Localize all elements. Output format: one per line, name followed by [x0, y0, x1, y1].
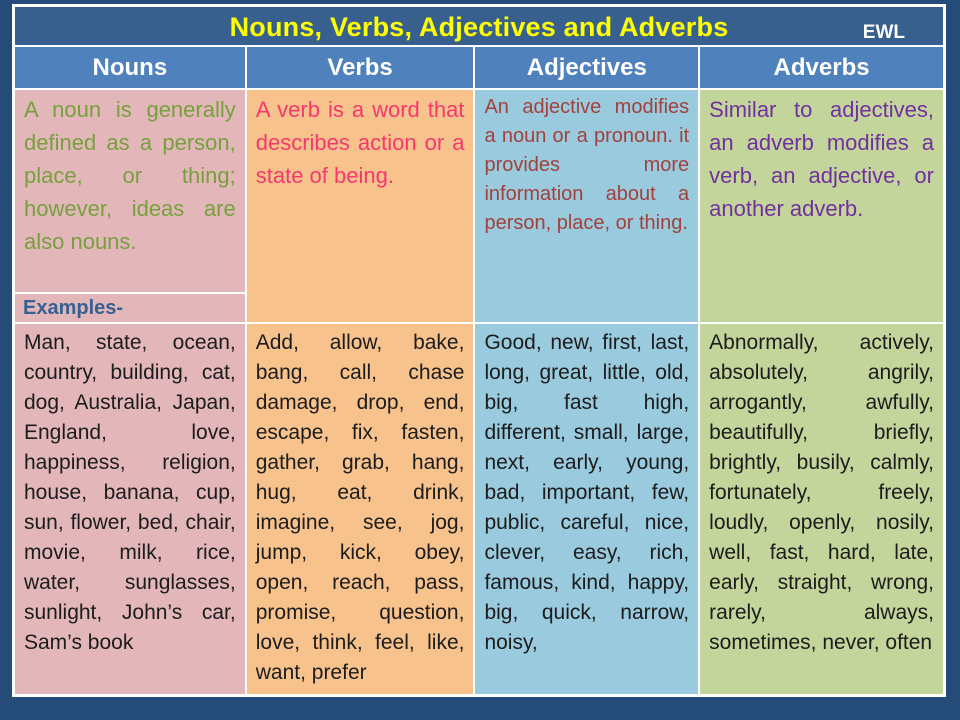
table-header-row [15, 47, 943, 88]
adjectives-definition-cell [475, 90, 698, 322]
adverbs-examples-cell [700, 324, 943, 694]
adverbs-definition-cell [700, 90, 943, 322]
verbs-definition-text: A verb is a word that describes action or a state of being. [255, 97, 465, 188]
title-bar [15, 7, 943, 45]
column-header-nouns: Nouns [15, 47, 245, 88]
adjectives-definition-text: An adjective modifies a noun or a pronoun. it provides more information about a person, place, or thing. [484, 96, 690, 234]
nouns-definition [15, 90, 245, 292]
column-header-adverbs: Adverbs [700, 47, 943, 88]
watermark-ewl: EWL [862, 22, 905, 43]
adjectives-examples-text: Good, new, first, last, long, great, little, old, big, fast high, different, small, large, next, early, young, bad, important, few, public, careful, nice, clever, easy, rich, famous, kind, happy, big, quick, narrow, noisy, [484, 331, 690, 654]
nouns-definition-cell [15, 90, 245, 322]
verbs-examples-cell [247, 324, 474, 694]
column-header-verbs: Verbs [247, 47, 474, 88]
nouns-examples-text: Man, state, ocean, country, building, cat, dog, Australia, Japan, England, love, happiness, religion, house, banana, cup, sun, flower, bed, chair, movie, milk, rice, water, sunglasses, sunlight, John’s car, Sam’s book [24, 331, 236, 654]
verbs-definition-cell [247, 90, 474, 322]
definitions-row [15, 90, 943, 322]
page-title: Nouns, Verbs, Adjectives and Adverbs [229, 11, 729, 42]
examples-row [15, 324, 943, 694]
nouns-definition-text: A noun is generally defined as a person, place, or thing; however, ideas are also nouns. [24, 97, 236, 254]
verbs-examples-text: Add, allow, bake, bang, call, chase damage, drop, end, escape, fix, fasten, gather, grab, hang, hug, eat, drink, imagine, see, jog, jump, kick, obey, open, reach, pass, promise, question, love, think, feel, like, want, prefer [255, 331, 465, 684]
examples-label-cell [15, 294, 245, 322]
examples-label: Examples- [23, 296, 124, 319]
nouns-examples-cell [15, 324, 245, 694]
adverbs-definition-text: Similar to adjectives, an adverb modifies a verb, an adjective, or another adverb. [709, 97, 934, 221]
adjectives-examples-cell [475, 324, 698, 694]
parts-of-speech-table [12, 4, 946, 697]
column-header-adjectives: Adjectives [475, 47, 698, 88]
adverbs-examples-text: Abnormally, actively, absolutely, angrily, arrogantly, awfully, beautifully, briefly, brightly, busily, calmly, fortunately, freely, loudly, openly, nosily, well, fast, hard, late, early, straight, wrong, rarely, always, sometimes, never, often [709, 331, 934, 654]
